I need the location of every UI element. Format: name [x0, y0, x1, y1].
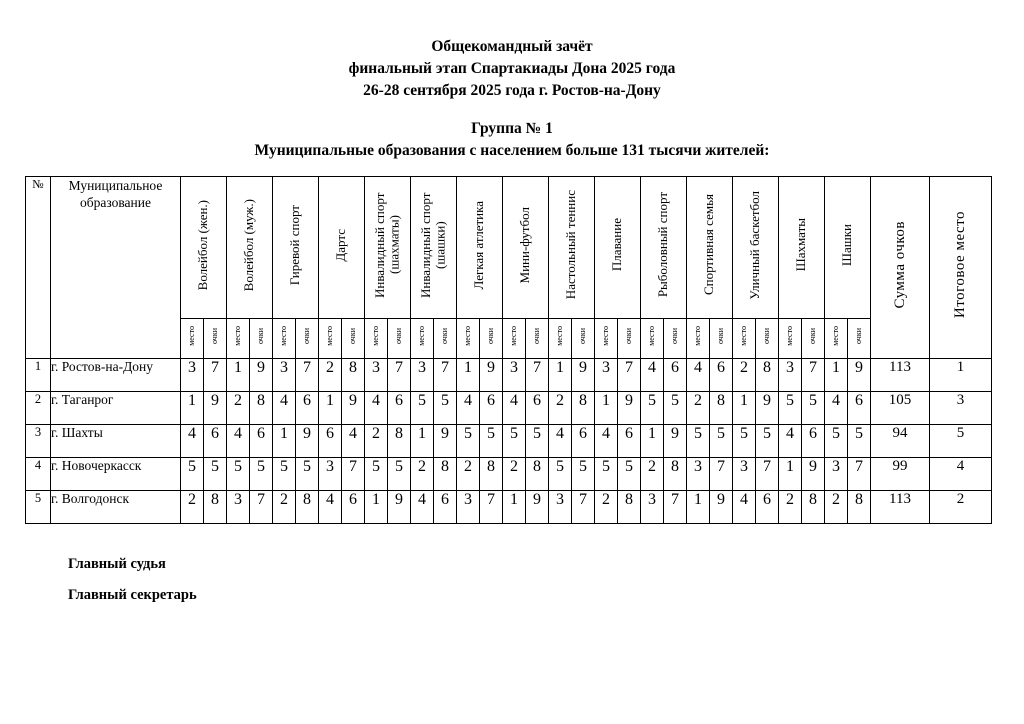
signature-block	[68, 556, 197, 618]
place-sublabel: место	[416, 326, 426, 346]
row-number-cell: 4	[26, 458, 51, 491]
place-value-cell: 4	[779, 425, 802, 458]
place-value-cell: 3	[595, 359, 618, 392]
place-value-cell: 5	[825, 425, 848, 458]
chief-judge-label: Главный судья	[68, 556, 166, 572]
points-value-cell: 5	[848, 425, 871, 458]
points-value-cell: 7	[618, 359, 641, 392]
points-sublabel: очки	[531, 328, 541, 344]
place-value-cell: 4	[411, 491, 434, 524]
municipality-name-cell: г. Волгодонск	[51, 491, 181, 524]
place-value-cell: 4	[549, 425, 572, 458]
place-value-cell: 3	[687, 458, 710, 491]
points-value-cell: 8	[204, 491, 227, 524]
points-value-cell: 5	[572, 458, 595, 491]
place-value-cell: 1	[457, 359, 480, 392]
place-value-cell: 3	[227, 491, 250, 524]
place-value-cell: 2	[825, 491, 848, 524]
place-value-cell: 4	[825, 392, 848, 425]
points-sublabel: очки	[439, 328, 449, 344]
points-value-cell: 6	[480, 392, 503, 425]
place-value-cell: 3	[273, 359, 296, 392]
points-value-cell: 7	[434, 359, 457, 392]
final-place-cell: 5	[930, 425, 992, 458]
points-value-cell: 6	[342, 491, 365, 524]
points-value-cell: 6	[296, 392, 319, 425]
col-header-sport	[181, 177, 227, 319]
subcol-header-points	[710, 319, 733, 359]
points-value-cell: 9	[342, 392, 365, 425]
place-value-cell: 5	[411, 392, 434, 425]
place-sublabel: место	[554, 326, 564, 346]
points-value-cell: 5	[756, 425, 779, 458]
subcol-header-place	[549, 319, 572, 359]
points-value-cell: 6	[204, 425, 227, 458]
table-header	[26, 177, 992, 359]
sport-label: Волейбол (жен.)	[195, 199, 211, 291]
sport-label: Инвалидный спорт (шашки)	[418, 192, 448, 298]
row-number-cell: 3	[26, 425, 51, 458]
place-value-cell: 1	[273, 425, 296, 458]
sport-label: Плавание	[609, 218, 625, 272]
place-sublabel: место	[784, 326, 794, 346]
points-value-cell: 8	[802, 491, 825, 524]
final-place-cell: 1	[930, 359, 992, 392]
points-value-cell: 8	[480, 458, 503, 491]
place-value-cell: 5	[595, 458, 618, 491]
subcol-header-points	[848, 319, 871, 359]
place-value-cell: 5	[549, 458, 572, 491]
points-sublabel: очки	[577, 328, 587, 344]
place-value-cell: 5	[273, 458, 296, 491]
points-sublabel: очки	[623, 328, 633, 344]
points-value-cell: 9	[434, 425, 457, 458]
points-value-cell: 8	[342, 359, 365, 392]
points-value-cell: 5	[526, 425, 549, 458]
subcol-header-place	[273, 319, 296, 359]
place-value-cell: 2	[687, 392, 710, 425]
subcol-header-points	[204, 319, 227, 359]
points-value-cell: 8	[848, 491, 871, 524]
place-value-cell: 5	[457, 425, 480, 458]
place-value-cell: 4	[365, 392, 388, 425]
place-value-cell: 4	[273, 392, 296, 425]
points-value-cell: 8	[250, 392, 273, 425]
table-row	[26, 359, 992, 392]
points-value-cell: 5	[664, 392, 687, 425]
place-value-cell: 5	[181, 458, 204, 491]
sport-label: Уличный баскетбол	[747, 190, 763, 300]
subcol-header-place	[457, 319, 480, 359]
group-title: Группа № 1	[471, 120, 553, 137]
subcol-header-place	[227, 319, 250, 359]
col-header-sport	[457, 177, 503, 319]
points-value-cell: 8	[710, 392, 733, 425]
sport-label: Шашки	[839, 223, 855, 267]
place-value-cell: 1	[641, 425, 664, 458]
place-value-cell: 2	[595, 491, 618, 524]
title-line-1: Общекомандный зачёт	[431, 38, 593, 55]
col-header-sport	[687, 177, 733, 319]
subcol-header-place	[825, 319, 848, 359]
subcol-header-points	[802, 319, 825, 359]
place-value-cell: 3	[319, 458, 342, 491]
title-line-3: 26-28 сентября 2025 года г. Ростов-на-Дону	[363, 82, 661, 99]
points-value-cell: 6	[802, 425, 825, 458]
points-value-cell: 6	[756, 491, 779, 524]
points-sublabel: очки	[301, 328, 311, 344]
points-value-cell: 6	[526, 392, 549, 425]
col-header-sport	[595, 177, 641, 319]
final-place-header-label: Итоговое место	[952, 211, 969, 319]
place-value-cell: 4	[733, 491, 756, 524]
points-sublabel: очки	[485, 328, 495, 344]
points-value-cell: 8	[296, 491, 319, 524]
place-value-cell: 4	[319, 491, 342, 524]
points-value-cell: 9	[296, 425, 319, 458]
place-value-cell: 2	[319, 359, 342, 392]
place-sublabel: место	[232, 326, 242, 346]
points-value-cell: 6	[618, 425, 641, 458]
col-header-sport	[227, 177, 273, 319]
points-value-cell: 6	[388, 392, 411, 425]
place-value-cell: 1	[733, 392, 756, 425]
points-value-cell: 9	[388, 491, 411, 524]
place-value-cell: 2	[365, 425, 388, 458]
place-value-cell: 1	[181, 392, 204, 425]
municipality-name-cell: г. Ростов-на-Дону	[51, 359, 181, 392]
points-value-cell: 5	[802, 392, 825, 425]
points-value-cell: 9	[480, 359, 503, 392]
place-value-cell: 1	[779, 458, 802, 491]
place-value-cell: 1	[411, 425, 434, 458]
points-value-cell: 7	[664, 491, 687, 524]
group-subtitle: Муниципальные образования с населением больше 131 тысячи жителей:	[254, 142, 770, 159]
points-value-cell: 9	[618, 392, 641, 425]
chief-secretary-label: Главный секретарь	[68, 587, 197, 603]
sum-points-cell: 94	[871, 425, 930, 458]
points-value-cell: 7	[802, 359, 825, 392]
place-sublabel: место	[278, 326, 288, 346]
points-value-cell: 8	[388, 425, 411, 458]
place-value-cell: 3	[641, 491, 664, 524]
place-value-cell: 1	[687, 491, 710, 524]
place-value-cell: 5	[503, 425, 526, 458]
subcol-header-place	[319, 319, 342, 359]
col-header-number: №	[26, 177, 51, 359]
subcol-header-points	[664, 319, 687, 359]
points-value-cell: 6	[710, 359, 733, 392]
points-sublabel: очки	[347, 328, 357, 344]
place-value-cell: 3	[779, 359, 802, 392]
sport-label: Волейбол (муж.)	[241, 198, 257, 292]
sport-label: Дартс	[333, 228, 349, 262]
points-value-cell: 7	[204, 359, 227, 392]
points-value-cell: 7	[342, 458, 365, 491]
place-value-cell: 2	[227, 392, 250, 425]
points-value-cell: 8	[572, 392, 595, 425]
place-value-cell: 4	[503, 392, 526, 425]
points-value-cell: 7	[250, 491, 273, 524]
place-value-cell: 4	[595, 425, 618, 458]
header-row-sports	[26, 177, 992, 319]
place-sublabel: место	[646, 326, 656, 346]
subcol-header-points	[296, 319, 319, 359]
col-header-sport	[641, 177, 687, 319]
points-value-cell: 9	[664, 425, 687, 458]
place-value-cell: 1	[825, 359, 848, 392]
points-value-cell: 6	[434, 491, 457, 524]
subcol-header-points	[526, 319, 549, 359]
points-value-cell: 9	[710, 491, 733, 524]
points-value-cell: 7	[296, 359, 319, 392]
subcol-header-place	[779, 319, 802, 359]
place-value-cell: 2	[779, 491, 802, 524]
points-value-cell: 5	[710, 425, 733, 458]
place-value-cell: 3	[733, 458, 756, 491]
sum-points-cell: 99	[871, 458, 930, 491]
points-value-cell: 5	[204, 458, 227, 491]
points-value-cell: 8	[434, 458, 457, 491]
place-value-cell: 4	[457, 392, 480, 425]
place-value-cell: 1	[365, 491, 388, 524]
subcol-header-points	[342, 319, 365, 359]
table-row	[26, 392, 992, 425]
place-value-cell: 3	[549, 491, 572, 524]
place-sublabel: место	[370, 326, 380, 346]
sport-label: Инвалидный спорт (шахматы)	[372, 192, 402, 298]
subcol-header-points	[250, 319, 273, 359]
place-value-cell: 2	[411, 458, 434, 491]
col-header-sport	[411, 177, 457, 319]
col-header-municipality: Муниципальное образование	[51, 177, 181, 359]
sum-points-cell: 113	[871, 359, 930, 392]
place-value-cell: 3	[825, 458, 848, 491]
table-body	[26, 359, 992, 524]
points-value-cell: 7	[848, 458, 871, 491]
col-header-sport	[549, 177, 595, 319]
points-value-cell: 6	[250, 425, 273, 458]
place-value-cell: 3	[457, 491, 480, 524]
place-value-cell: 1	[595, 392, 618, 425]
place-value-cell: 2	[733, 359, 756, 392]
place-sublabel: место	[324, 326, 334, 346]
row-number-cell: 1	[26, 359, 51, 392]
points-sublabel: очки	[393, 328, 403, 344]
place-value-cell: 2	[181, 491, 204, 524]
subcol-header-points	[572, 319, 595, 359]
points-value-cell: 5	[250, 458, 273, 491]
points-value-cell: 9	[802, 458, 825, 491]
place-value-cell: 3	[503, 359, 526, 392]
row-number-cell: 5	[26, 491, 51, 524]
place-value-cell: 4	[687, 359, 710, 392]
place-value-cell: 2	[503, 458, 526, 491]
subcol-header-place	[503, 319, 526, 359]
subcol-header-points	[756, 319, 779, 359]
place-sublabel: место	[830, 326, 840, 346]
points-value-cell: 7	[710, 458, 733, 491]
points-value-cell: 6	[664, 359, 687, 392]
place-value-cell: 1	[319, 392, 342, 425]
place-value-cell: 6	[319, 425, 342, 458]
place-sublabel: место	[186, 326, 196, 346]
sport-label: Шахматы	[793, 218, 809, 272]
final-place-cell: 3	[930, 392, 992, 425]
place-value-cell: 5	[733, 425, 756, 458]
table-row	[26, 458, 992, 491]
sum-header-label: Сумма очков	[891, 221, 908, 309]
place-value-cell: 3	[411, 359, 434, 392]
points-sublabel: очки	[807, 328, 817, 344]
points-value-cell: 9	[250, 359, 273, 392]
subcol-header-place	[595, 319, 618, 359]
place-value-cell: 3	[365, 359, 388, 392]
place-value-cell: 5	[779, 392, 802, 425]
final-place-cell: 4	[930, 458, 992, 491]
subcol-header-place	[411, 319, 434, 359]
sport-label: Спортивная семья	[701, 194, 717, 296]
points-value-cell: 9	[572, 359, 595, 392]
col-header-sum	[871, 177, 930, 359]
document-header	[0, 36, 1024, 162]
points-value-cell: 7	[526, 359, 549, 392]
place-value-cell: 2	[457, 458, 480, 491]
place-sublabel: место	[600, 326, 610, 346]
title-line-2: финальный этап Спартакиады Дона 2025 года	[348, 60, 676, 77]
subcol-header-place	[181, 319, 204, 359]
place-value-cell: 1	[503, 491, 526, 524]
points-sublabel: очки	[853, 328, 863, 344]
points-value-cell: 8	[618, 491, 641, 524]
subcol-header-place	[733, 319, 756, 359]
points-value-cell: 5	[434, 392, 457, 425]
place-value-cell: 4	[181, 425, 204, 458]
points-value-cell: 5	[480, 425, 503, 458]
points-value-cell: 8	[664, 458, 687, 491]
subcol-header-points	[480, 319, 503, 359]
points-value-cell: 7	[572, 491, 595, 524]
place-value-cell: 5	[641, 392, 664, 425]
points-value-cell: 6	[572, 425, 595, 458]
col-header-sport	[319, 177, 365, 319]
municipality-name-cell: г. Шахты	[51, 425, 181, 458]
col-header-sport	[825, 177, 871, 319]
place-value-cell: 4	[641, 359, 664, 392]
col-header-sport	[733, 177, 779, 319]
results-table	[25, 176, 992, 524]
points-value-cell: 5	[296, 458, 319, 491]
subcol-header-place	[687, 319, 710, 359]
points-value-cell: 7	[388, 359, 411, 392]
points-value-cell: 8	[526, 458, 549, 491]
points-sublabel: очки	[761, 328, 771, 344]
final-place-cell: 2	[930, 491, 992, 524]
sport-label: Легкая атлетика	[471, 200, 487, 290]
points-value-cell: 6	[848, 392, 871, 425]
points-value-cell: 9	[756, 392, 779, 425]
place-value-cell: 5	[687, 425, 710, 458]
points-value-cell: 7	[480, 491, 503, 524]
place-value-cell: 1	[549, 359, 572, 392]
place-value-cell: 2	[641, 458, 664, 491]
place-value-cell: 5	[365, 458, 388, 491]
place-value-cell: 5	[227, 458, 250, 491]
points-value-cell: 4	[342, 425, 365, 458]
place-sublabel: место	[508, 326, 518, 346]
points-sublabel: очки	[715, 328, 725, 344]
points-sublabel: очки	[209, 328, 219, 344]
col-header-sport	[273, 177, 319, 319]
subcol-header-points	[388, 319, 411, 359]
place-value-cell: 2	[549, 392, 572, 425]
place-value-cell: 2	[273, 491, 296, 524]
points-value-cell: 9	[526, 491, 549, 524]
place-sublabel: место	[692, 326, 702, 346]
points-value-cell: 9	[848, 359, 871, 392]
place-sublabel: место	[738, 326, 748, 346]
sport-label: Гиревой спорт	[287, 204, 303, 286]
points-value-cell: 8	[756, 359, 779, 392]
subcol-header-place	[365, 319, 388, 359]
col-header-final-place	[930, 177, 992, 359]
col-header-sport	[779, 177, 825, 319]
place-value-cell: 1	[227, 359, 250, 392]
points-value-cell: 9	[204, 392, 227, 425]
municipality-name-cell: г. Новочеркасск	[51, 458, 181, 491]
points-value-cell: 7	[756, 458, 779, 491]
table-row	[26, 425, 992, 458]
row-number-cell: 2	[26, 392, 51, 425]
sport-label: Мини-футбол	[517, 206, 533, 284]
points-sublabel: очки	[669, 328, 679, 344]
place-value-cell: 4	[227, 425, 250, 458]
sum-points-cell: 113	[871, 491, 930, 524]
municipality-name-cell: г. Таганрог	[51, 392, 181, 425]
sum-points-cell: 105	[871, 392, 930, 425]
subcol-header-points	[434, 319, 457, 359]
points-value-cell: 5	[388, 458, 411, 491]
place-sublabel: место	[462, 326, 472, 346]
place-value-cell: 3	[181, 359, 204, 392]
points-value-cell: 5	[618, 458, 641, 491]
col-header-sport	[365, 177, 411, 319]
table-row	[26, 491, 992, 524]
points-sublabel: очки	[255, 328, 265, 344]
subcol-header-place	[641, 319, 664, 359]
col-header-sport	[503, 177, 549, 319]
subcol-header-points	[618, 319, 641, 359]
sport-label: Рыболовный спорт	[655, 192, 671, 298]
sport-label: Настольный теннис	[563, 190, 579, 300]
